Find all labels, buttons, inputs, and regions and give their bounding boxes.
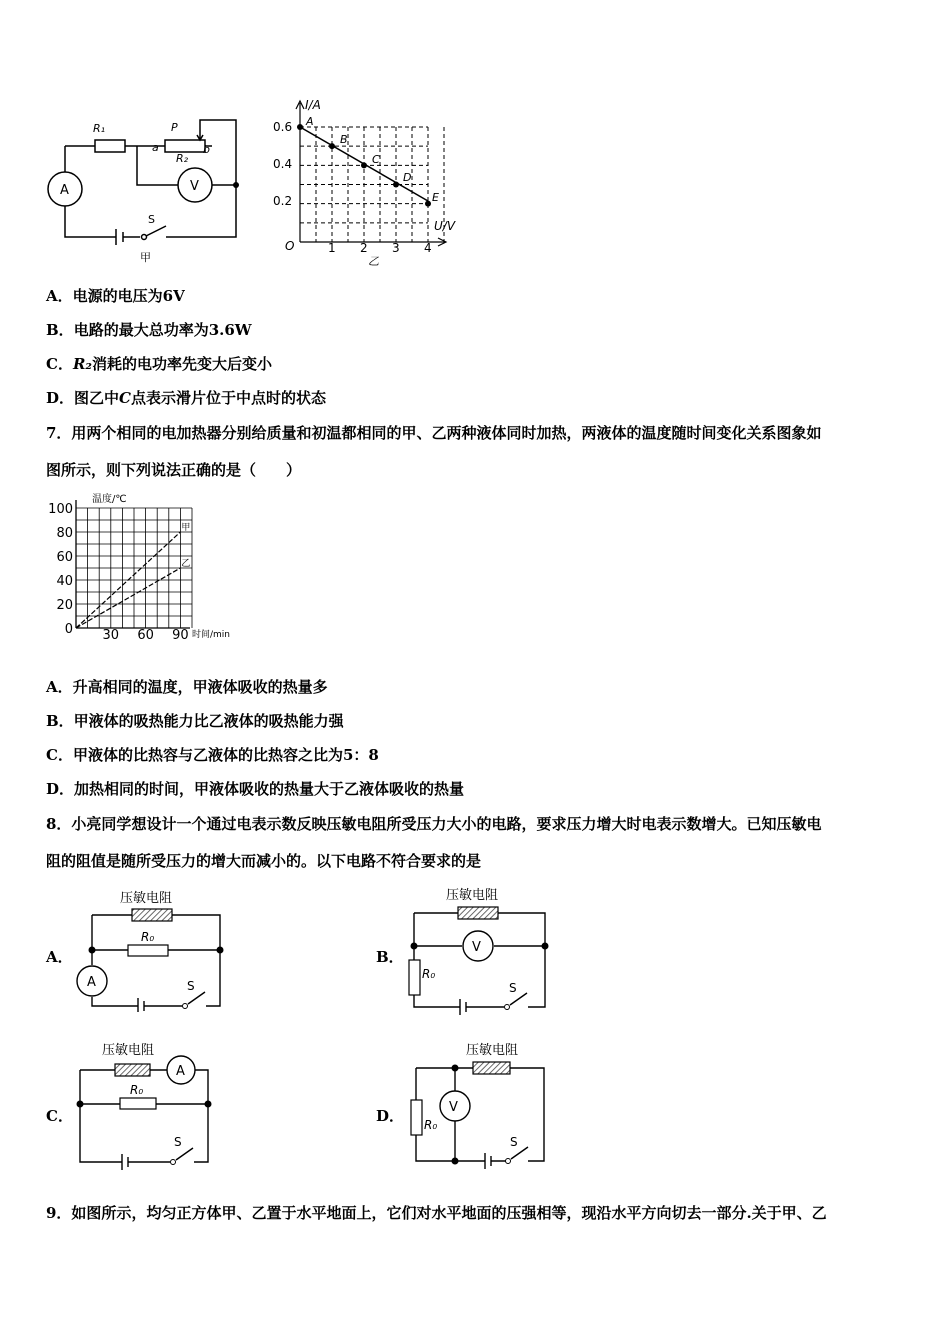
y-tick-label: 80 [56,526,73,541]
svg-text:4: 4 [424,241,432,255]
q6-circuit-jia [40,110,255,265]
svg-text:A: A [60,183,69,198]
svg-text:O: O [285,239,295,253]
r1-resistor [95,140,125,152]
svg-text:R₀: R₀ [422,967,436,981]
y-tick-label: 60 [56,550,73,565]
r2-resistor [165,140,205,152]
q6-graph-yi [270,95,470,270]
svg-text:2: 2 [360,241,368,255]
svg-text:压敏电阻: 压敏电阻 [120,891,173,906]
q6-option-c[interactable]: C．R₂消耗的电功率先变大后变小 [46,355,273,373]
svg-text:0.6: 0.6 [273,120,293,134]
q6-option-d[interactable]: D．图乙中C点表示滑片位于中点时的状态 [46,389,326,407]
svg-text:b: b [203,143,210,156]
point-b [329,143,335,149]
point-d [393,182,399,188]
svg-text:U/V: U/V [434,219,456,233]
point-a [297,124,303,130]
svg-text:P: P [171,121,178,134]
q7-option-d[interactable]: D．加热相同的时间，甲液体吸收的热量大于乙液体吸收的热量 [46,780,465,798]
y-tick-label: 100 [48,502,73,517]
q8-circuit-b[interactable] [398,880,563,1015]
svg-text:3: 3 [392,241,400,255]
y-tick-label: 40 [56,574,73,589]
svg-text:压敏电阻: 压敏电阻 [102,1043,155,1058]
svg-text:C: C [372,153,380,166]
svg-text:甲: 甲 [140,251,151,264]
svg-text:R₁: R₁ [93,122,106,135]
q6-option-b[interactable]: B．电路的最大总功率为3.6W [46,321,252,339]
y-tick-label: 20 [56,598,73,613]
q7-stem-line2: 图所示，则下列说法正确的是（ ） [46,461,302,479]
svg-text:A: A [306,115,314,128]
q8-option-d-label[interactable]: D． [376,1107,405,1125]
svg-text:R₀: R₀ [130,1083,144,1097]
q8-option-c-label[interactable]: C． [46,1107,73,1125]
q6-option-a[interactable]: A．电源的电压为6V [46,287,185,305]
svg-text:乙: 乙 [368,255,379,268]
svg-text:A: A [87,975,96,990]
svg-text:0.4: 0.4 [273,157,293,171]
svg-text:R₀: R₀ [424,1118,438,1132]
q7-option-a[interactable]: A．升高相同的温度，甲液体吸收的热量多 [46,678,328,696]
q9-stem-line1: 9．如图所示，均匀正方体甲、乙置于水平地面上，它们对水平地面的压强相等，现沿水平方向切去一部分.关于甲、乙 [46,1204,827,1222]
q8-circuit-a[interactable] [70,882,240,1012]
q8-option-a-label[interactable]: A． [46,948,73,966]
series-line-yi [76,568,180,628]
q7-option-c[interactable]: C．甲液体的比热容与乙液体的比热容之比为5：8 [46,746,379,764]
q8-circuit-d[interactable] [400,1038,560,1170]
q7-xlabel: 时间/min [192,630,231,640]
svg-text:V: V [472,940,481,955]
q8-option-b-label[interactable]: B． [376,948,404,966]
svg-text:0.2: 0.2 [273,194,293,208]
svg-text:D: D [403,171,412,184]
svg-text:S: S [148,213,155,226]
x-tick-label: 90 [172,628,189,643]
q7-option-b[interactable]: B．甲液体的吸热能力比乙液体的吸热能力强 [46,712,344,730]
svg-text:S: S [509,981,517,995]
series-label-yi: 乙 [181,559,191,569]
svg-text:I/A: I/A [305,98,321,112]
svg-text:S: S [510,1135,518,1149]
svg-text:V: V [190,179,199,194]
svg-text:B: B [340,133,348,146]
svg-text:S: S [174,1135,182,1149]
q8-stem-line2: 阻的阻值是随所受压力的增大而减小的。以下电路不符合要求的是 [46,852,482,870]
svg-text:压敏电阻: 压敏电阻 [446,888,499,903]
svg-text:压敏电阻: 压敏电阻 [466,1043,519,1058]
svg-text:V: V [449,1100,458,1115]
point-c [361,162,367,168]
x-tick-label: 30 [102,628,120,643]
svg-text:A: A [176,1064,185,1079]
q8-stem-line1: 8．小亮同学想设计一个通过电表示数反映压敏电阻所受压力大小的电路，要求压力增大时电表示数增大。已知压敏电 [46,815,822,833]
svg-text:E: E [432,191,439,204]
svg-text:R₀: R₀ [141,930,155,944]
svg-text:S: S [187,979,195,993]
svg-text:R₂: R₂ [176,152,189,165]
svg-text:a: a [152,141,159,154]
q7-stem-line1: 7．用两个相同的电加热器分别给质量和初温都相同的甲、乙两种液体同时加热，两液体的温度随时间变化关系图象如 [46,424,822,442]
q8-circuit-c[interactable] [70,1040,235,1170]
svg-text:1: 1 [328,241,336,255]
x-tick-label: 60 [137,628,154,643]
q7-ylabel: 温度/℃ [92,494,127,505]
point-e [425,201,431,207]
series-label-jia: 甲 [181,523,191,533]
y-tick-label: 0 [64,622,73,637]
q7-temperature-chart [42,488,247,643]
